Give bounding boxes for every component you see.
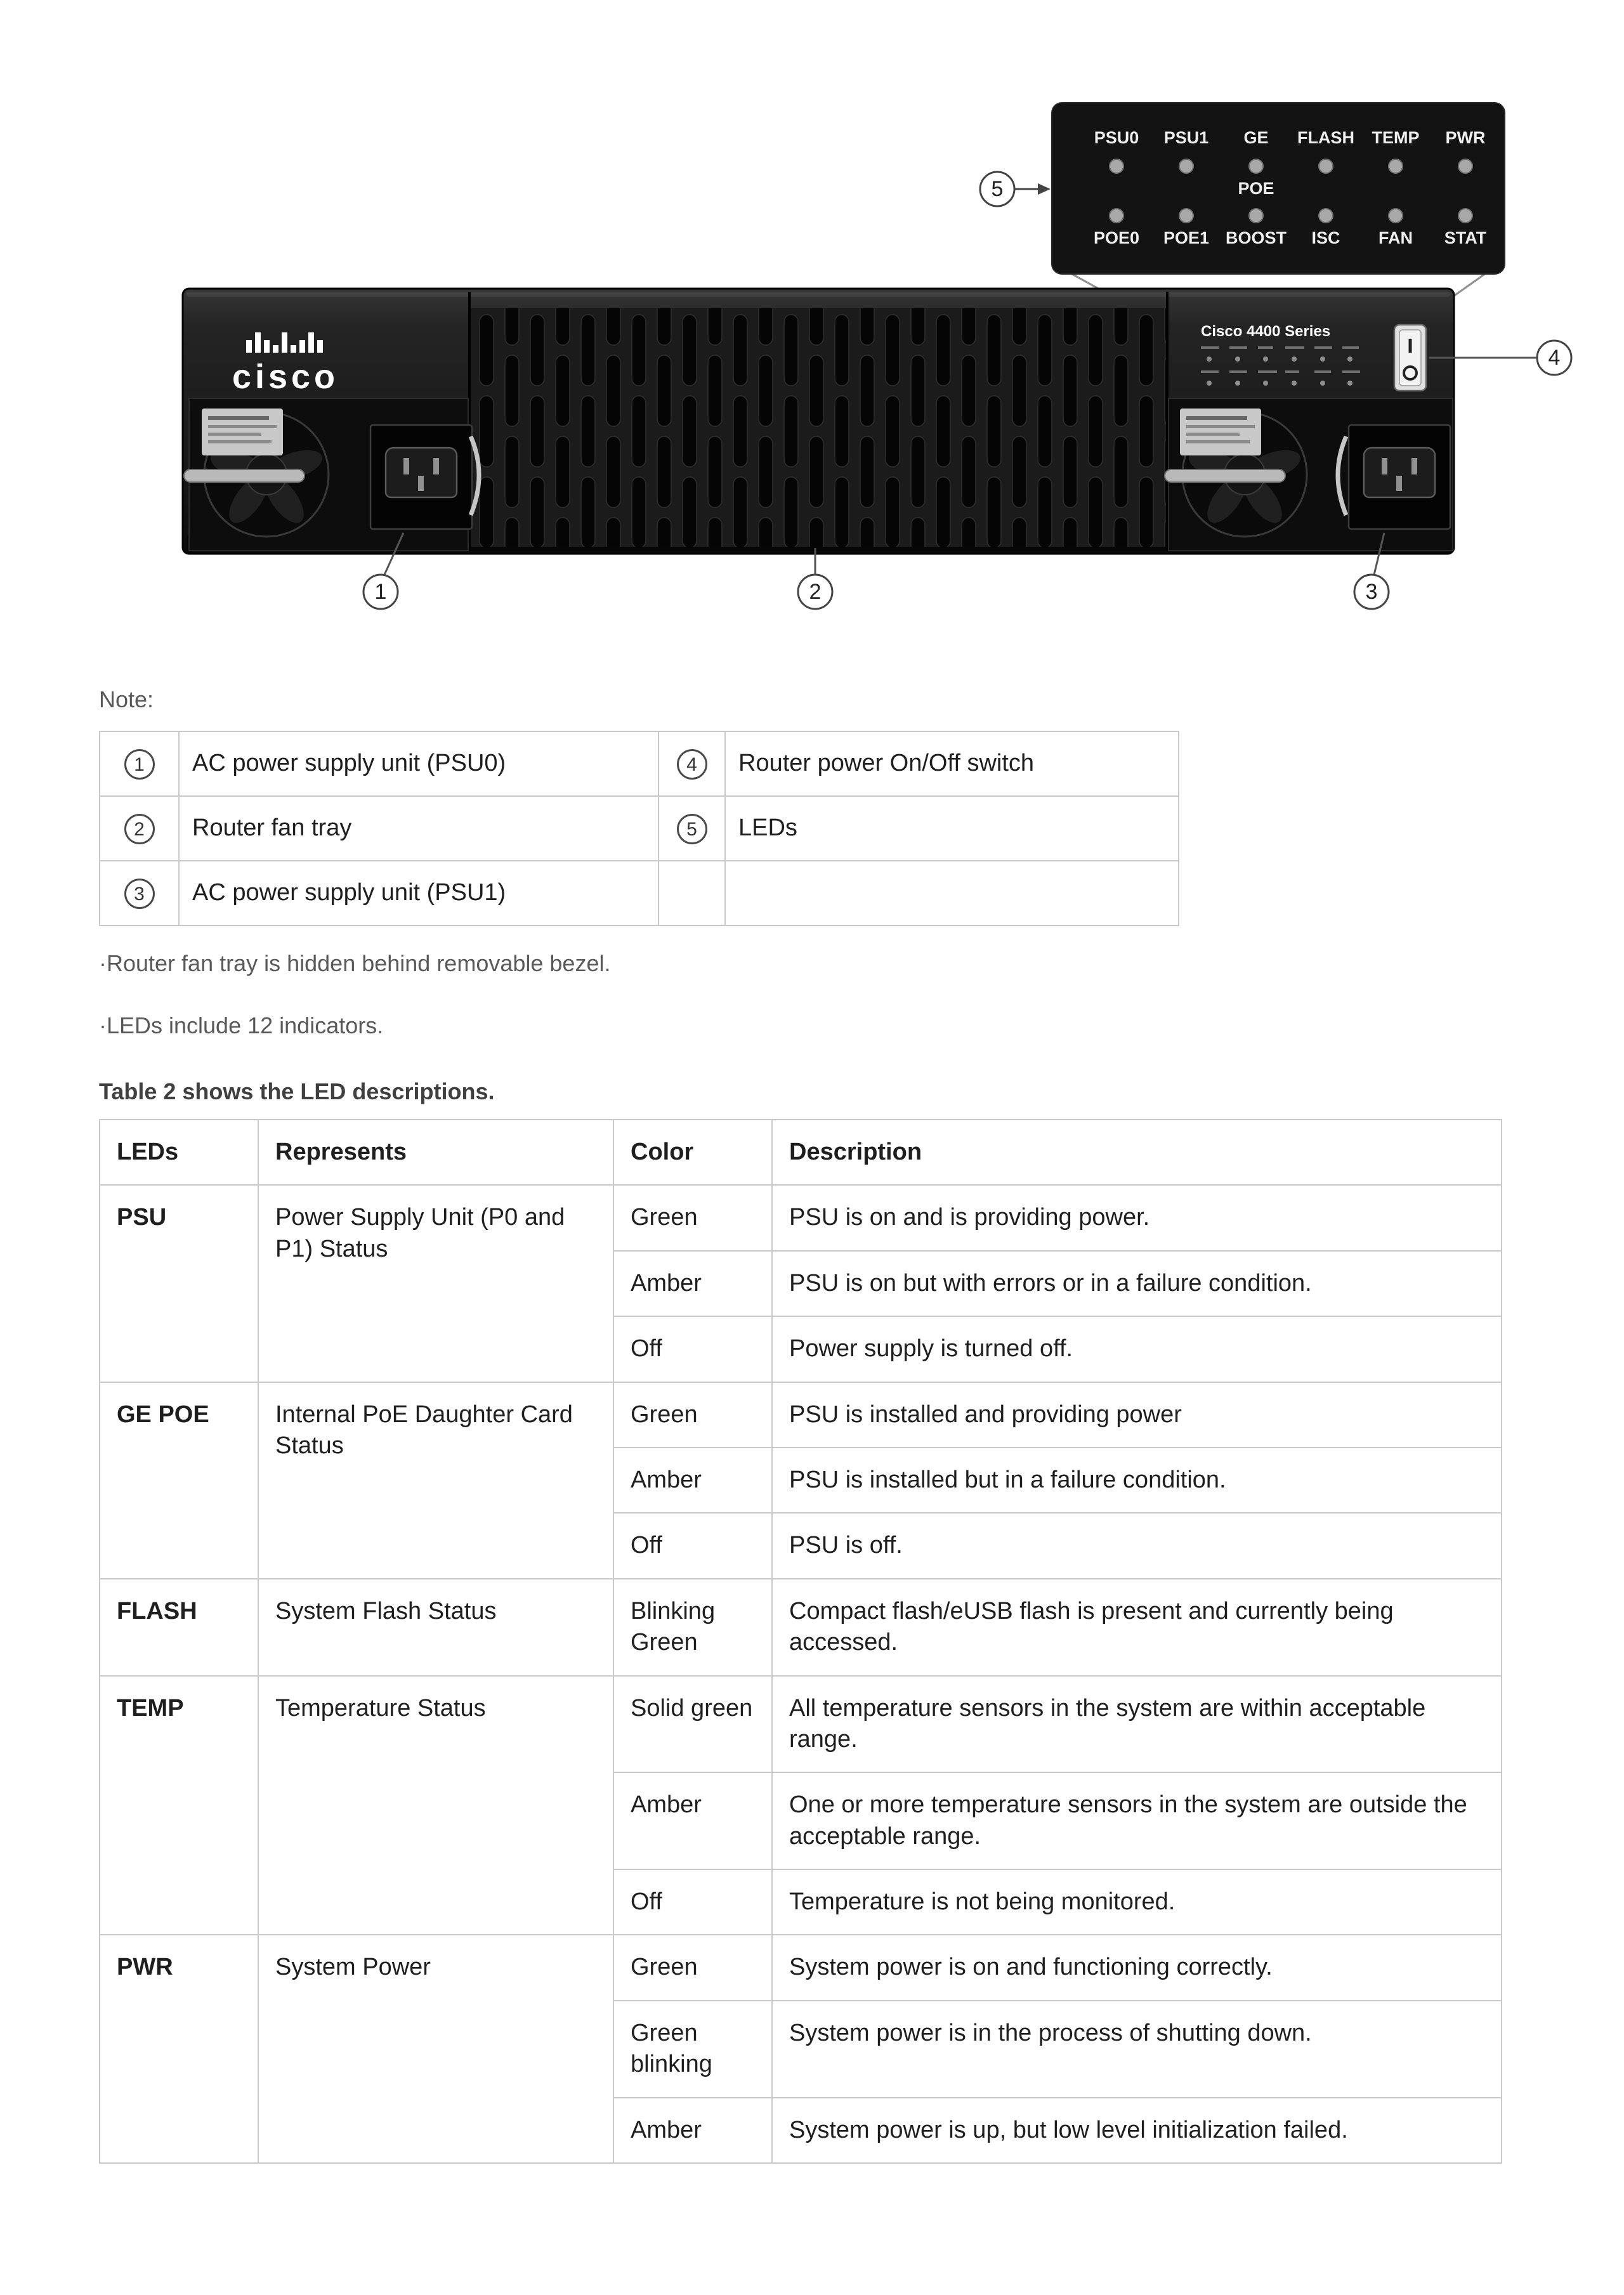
led-cell-ge-poe: GE POE [100,1382,258,1579]
router-chassis [183,289,1454,554]
table-row [100,1382,1502,1448]
led-label-pwr: PWR [1445,128,1486,147]
color-cell: Amber [613,1448,772,1513]
callout-2 [798,548,832,609]
led-label-boost: BOOST [1225,228,1287,247]
svg-text:1: 1 [374,580,387,604]
color-cell: Green [613,1185,772,1250]
psu1 [1165,398,1453,551]
psu1-label-sticker [1180,409,1261,455]
color-cell: Off [613,1316,772,1382]
led-cell-pwr: PWR [100,1935,258,2163]
legend-num-cell [100,796,179,861]
cisco-wordmark: cisco [232,358,339,396]
table-row [100,1579,1502,1676]
header-leds: LEDs [100,1120,258,1185]
represents-cell: System Flash Status [258,1579,613,1676]
color-cell: Off [613,1513,772,1578]
table-row [100,1676,1502,1773]
represents-cell: Power Supply Unit (P0 and P1) Status [258,1185,613,1382]
led-label-flash: FLASH [1297,128,1354,147]
led-panel [1052,103,1505,274]
led-cell-flash: FLASH [100,1579,258,1676]
table-row [100,1185,1502,1250]
svg-text:2: 2 [809,580,822,604]
legend-num-cell-empty [658,861,725,925]
header-represents: Represents [258,1120,613,1185]
led-label-psu0: PSU0 [1094,128,1139,147]
description-cell: All temperature sensors in the system are within acceptable range. [772,1676,1502,1773]
callout-number-5: 5 [677,814,707,844]
note-label: Note: [99,686,154,712]
led-label-poe: POE [1238,179,1274,198]
color-cell: Green [613,1935,772,2000]
legend-row [100,796,1179,861]
legend-num-cell [658,796,725,861]
led-label-ge: GE [1243,128,1269,147]
led-label-poe1: POE1 [1163,228,1210,247]
led-descriptions-table [99,1119,1502,2164]
psu0-handle [184,469,304,482]
color-cell: Amber [613,1251,772,1316]
legend-row [100,731,1179,796]
callout-number-4: 4 [677,749,707,780]
color-cell: Amber [613,1772,772,1869]
description-cell: Temperature is not being monitored. [772,1869,1502,1935]
led-label-stat: STAT [1444,228,1487,247]
legend-label-cell: AC power supply unit (PSU0) [179,731,658,796]
series-label: Cisco 4400 Series [1201,323,1331,340]
table2-caption: Table 2 shows the LED descriptions. [99,1078,495,1104]
svg-text:5: 5 [991,177,1004,201]
note-fan-tray: ·Router fan tray is hidden behind removable bezel. [99,950,611,976]
led-label-poe0: POE0 [1093,228,1140,247]
legend-num-cell [100,731,179,796]
legend-row [100,861,1179,925]
svg-text:3: 3 [1365,580,1378,604]
fan-tray-vents [471,308,1166,547]
power-switch [1394,325,1426,391]
description-cell: Compact flash/eUSB flash is present and currently being accessed. [772,1579,1502,1676]
description-cell: Power supply is turned off. [772,1316,1502,1382]
led-table-header-row [100,1120,1502,1185]
represents-cell: Temperature Status [258,1676,613,1935]
psu0-power-inlet [370,425,472,529]
legend-label-cell: AC power supply unit (PSU1) [179,861,658,925]
color-cell: Off [613,1869,772,1935]
router-rear-svg [0,0,1624,672]
led-label-isc: ISC [1311,228,1340,247]
router-rear-figure [0,0,1624,672]
represents-cell: Internal PoE Daughter Card Status [258,1382,613,1579]
led-label-fan: FAN [1378,228,1413,247]
description-cell: PSU is installed but in a failure condition. [772,1448,1502,1513]
psu0 [184,398,479,551]
legend-label-cell: LEDs [725,796,1179,861]
legend-label-cell-empty [725,861,1179,925]
table-row [100,1935,1502,2000]
description-cell: One or more temperature sensors in the system are outside the acceptable range. [772,1772,1502,1869]
legend-num-cell [100,861,179,925]
led-cell-psu: PSU [100,1185,258,1382]
led-label-psu1: PSU1 [1163,128,1209,147]
legend-label-cell: Router fan tray [179,796,658,861]
svg-text:4: 4 [1548,346,1561,370]
header-description: Description [772,1120,1502,1185]
description-cell: PSU is on but with errors or in a failure condition. [772,1251,1502,1316]
color-cell: Green blinking [613,2001,772,2098]
description-cell: PSU is on and is providing power. [772,1185,1502,1250]
led-label-temp: TEMP [1372,128,1420,147]
description-cell: PSU is installed and providing power [772,1382,1502,1448]
psu1-handle [1165,469,1285,482]
description-cell: System power is in the process of shutting down. [772,2001,1502,2098]
legend-label-cell: Router power On/Off switch [725,731,1179,796]
callout-number-1: 1 [124,749,155,780]
psu1-power-inlet [1349,425,1450,529]
color-cell: Solid green [613,1676,772,1773]
cisco-logo [232,332,339,396]
description-cell: System power is on and functioning correctly. [772,1935,1502,2000]
legend-table [99,731,1179,926]
legend-num-cell [658,731,725,796]
callout-number-2: 2 [124,814,155,844]
color-cell: Blinking Green [613,1579,772,1676]
led-cell-temp: TEMP [100,1676,258,1935]
note-led-count: ·LEDs include 12 indicators. [99,1012,384,1038]
description-cell: System power is up, but low level initialization failed. [772,2098,1502,2163]
psu0-label-sticker [202,409,283,455]
callout-number-3: 3 [124,879,155,909]
header-color: Color [613,1120,772,1185]
callout-5 [980,172,1051,206]
description-cell: PSU is off. [772,1513,1502,1578]
represents-cell: System Power [258,1935,613,2163]
color-cell: Green [613,1382,772,1448]
color-cell: Amber [613,2098,772,2163]
